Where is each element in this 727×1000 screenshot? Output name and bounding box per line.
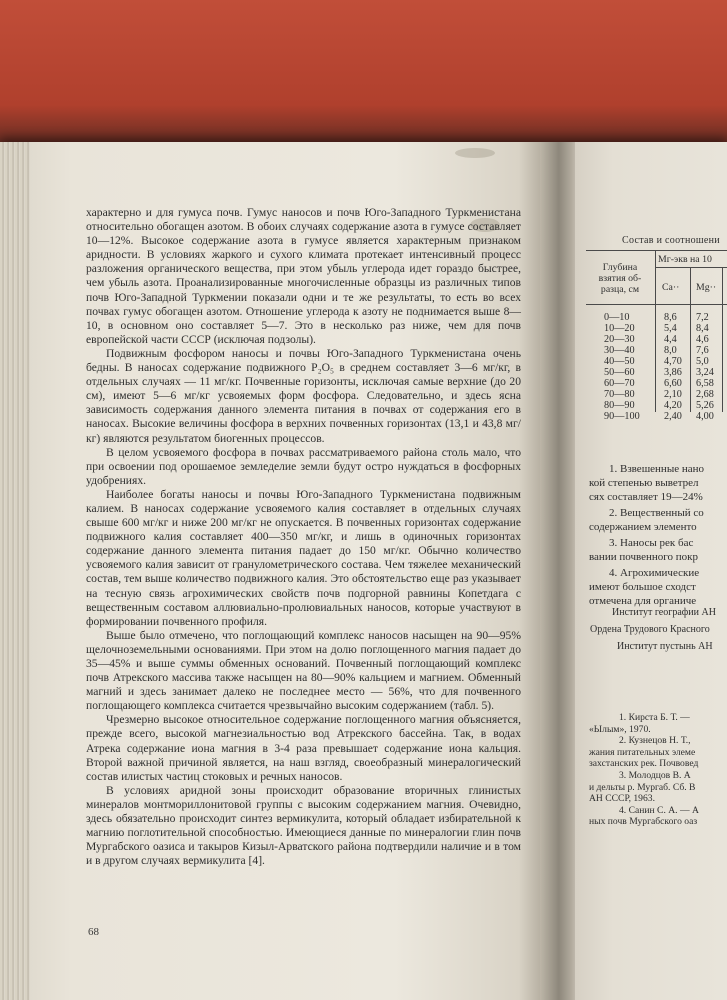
- table-cell: 6,60: [664, 378, 682, 389]
- reference-line: «Ылым», 1970.: [589, 723, 651, 735]
- paragraph: характерно и для гумуса почв. Гумус наносов и почв Юго-Западного Туркменистана относительно обогащен азотом. В обоих случаях содержание азота в гумусе составляет 10—12%. Высокое содержание азота в гумусе является характерным признаком аридности. В условиях жаркого и сухого климата протекает интенсивный процесс разложения органического вещества, при этом убыль углерода идет гораздо быстрее, чем убыль азота. Проанализированные многочисленные образцы из различных типов почв Юго-Западной Туркмении показали одни и те же результаты, то есть во всех почвах гумус обогащен азотом. Отношение углерода к азоту не поднимается выше 8—10, в основном оно составляет 5—7. Это в несколько раз ниже, чем для почв европейской части СССР (исключая подзолы).: [86, 206, 521, 346]
- conclusion-line: 1. Взвешенные нано: [609, 463, 704, 475]
- table-cell: 8,0: [664, 345, 677, 356]
- table-cell: 10—20: [604, 323, 635, 334]
- paragraph: В целом усвояемого фосфора в почвах рассматриваемого района столь мало, что при освоении под орошаемое земледелие земли будут остро нуждаться в фосфорных удобрениях.: [86, 445, 521, 487]
- conclusions-list: [589, 462, 727, 608]
- table-vrule: [690, 267, 691, 412]
- table-cell: 4,70: [664, 356, 682, 367]
- table-header-ca: Ca··: [662, 282, 680, 293]
- conclusion-line: отмечена для органиче: [589, 595, 697, 607]
- paragraph: Наиболее богаты наносы и почвы Юго-Западного Туркменистана подвижным калием. В наносах содержание усвояемого калия составляет в отдельных случаях свыше 600 мг/кг и ниже 200 мг/кг не опускается. В почвенных горизонтах содержание подвижного калия составляет 400—350 мг/кг, и лишь в одиночных горизонтах содержание данного элемента питания падает до 150 мг/кг. Обычно количество усвояемого калия зависит от гранулометрического состава. Чем тяжелее механический состав, тем выше количество подвижного калия. Это обстоятельство еще раз указывает на тесную связь агрохимических свойств почв подгорной равнины Копетдага с вещественным составом аллювиально-пролювиальных наносов, которые участвуют в формировании почвенного профиля.: [86, 487, 521, 628]
- page-number: 68: [88, 926, 99, 938]
- table-cell: 5,4: [664, 323, 677, 334]
- table-cell: 4,4: [664, 334, 677, 345]
- table-cell: 2,40: [664, 411, 682, 422]
- reference-line: 3. Молодцов В. А: [619, 769, 691, 781]
- reference-line: и дельты р. Мургаб. Сб. В: [589, 781, 696, 793]
- table-cell: 4,20: [664, 400, 682, 411]
- table-rule-header: [586, 304, 727, 305]
- paper-stain: [455, 148, 495, 158]
- table-cell: 70—80: [604, 389, 635, 400]
- conclusion-line: содержанием элементо: [589, 521, 697, 533]
- paragraph: Подвижным фосфором наносы и почвы Юго-Западного Туркменистана очень бедны. В наносах содержание подвижного P₂O₅ в среднем составляет 3—6 мг/кг, в отдельных случаях — 11 мг/кг. Почвенные горизонты, исключая самые верхние (до 20 см), имеют 5—6 мг/кг усвояемых форм фосфора. Следовательно, и здесь ясна зависимость содержания данного элемента питания в почвах от содержания его в наносах. Высокие величины фосфора в верхних почвенных горизонтах (13,1 и 43,8 мг/кг) являются результатом биогенных процессов.: [86, 346, 521, 445]
- table-cell: 4,6: [696, 334, 709, 345]
- table-cell: 5,0: [696, 356, 709, 367]
- table-depth-column: [604, 312, 640, 422]
- conclusion-line: 2. Вещественный со: [609, 507, 704, 519]
- left-page-text: [86, 206, 521, 868]
- table-vrule: [722, 267, 723, 412]
- table-cell: 30—40: [604, 345, 635, 356]
- table-cell: 5,26: [696, 400, 714, 411]
- table-header-depth: Глубина взятия об- разца, см: [598, 262, 642, 295]
- table-ca-column: [664, 312, 682, 422]
- conclusion-line: имеют большое сходст: [589, 581, 696, 593]
- table-cell: 90—100: [604, 411, 640, 422]
- conclusion-line: 3. Наносы рек бас: [609, 537, 694, 549]
- reference-line: 1. Кирста Б. Т. —: [619, 712, 690, 723]
- table-cell: 0—10: [604, 312, 630, 323]
- reference-line: жания питательных элеме: [589, 746, 696, 758]
- conclusion-line: кой степенью выветрел: [589, 477, 699, 489]
- table-header-group: Мг-экв на 10: [658, 254, 712, 265]
- table-cell: 20—30: [604, 334, 635, 345]
- table-cell: 7,2: [696, 312, 709, 323]
- background-cover: [0, 0, 727, 150]
- table-cell: 80—90: [604, 400, 635, 411]
- institution-line: Институт географии АН: [612, 607, 716, 618]
- table-cell: 8,6: [664, 312, 677, 323]
- table-cell: 3,86: [664, 367, 682, 378]
- table-vrule: [655, 250, 656, 412]
- conclusion-line: вании почвенного покр: [589, 551, 698, 563]
- institution-line: Институт пустынь АН: [617, 641, 713, 652]
- institution-line: Ордена Трудового Красного: [590, 624, 710, 635]
- table-cell: 2,68: [696, 389, 714, 400]
- table-cell: 50—60: [604, 367, 635, 378]
- table-mg-column: [696, 312, 714, 422]
- paragraph: Выше было отмечено, что поглощающий комплекс наносов насыщен на 90—95% щелочноземельными основаниями. При этом на долю поглощенного магния падает до 35—45% и выше суммы обменных оснований. Почвенный поглощающий комплекс почв Атрекского массива также насыщен на 80—90% кальцием и магнием. Обменный магний и здесь занимает далеко не последнее место — 56%, что для почвенного поглощающего комплекса считается чрезвычайно высоким содержанием (табл. 5).: [86, 628, 521, 713]
- table-title: Состав и соотношени: [622, 235, 720, 246]
- reference-line: захстанских рек. Почвовед: [589, 758, 699, 770]
- table-header-mg: Mg··: [696, 282, 717, 293]
- reference-line: 2. Кузнецов Н. Т.,: [619, 735, 691, 747]
- conclusion-line: 4. Агрохимические: [609, 567, 700, 579]
- conclusion-line: сях составляет 19—24%: [589, 491, 703, 503]
- table-cell: 3,24: [696, 367, 714, 378]
- table-cell: 2,10: [664, 389, 682, 400]
- table-cell: 60—70: [604, 378, 635, 389]
- table-cell: 8,4: [696, 323, 709, 334]
- table-cell: 40—50: [604, 356, 635, 367]
- paragraph: Чрезмерно высокое относительное содержание поглощенного магния объясняется, прежде всего, высокой магнезиальностью вод Атрекского бассейна. Так, в водах Атрека содержание иона магния в 3-4 раза превышает содержание иона кальция. Второй важной причиной является, на наш взгляд, своеобразный минералогический состав илистых частиц стоковых и речных наносов.: [86, 713, 521, 783]
- reference-line: 4. Санин С. А. — А: [619, 804, 699, 816]
- table-cell: 4,00: [696, 411, 714, 422]
- table-cell: 7,6: [696, 345, 709, 356]
- reference-line: ных почв Мургабского оаз: [589, 816, 698, 828]
- table-rule-top: [586, 250, 727, 251]
- table-cell: 6,58: [696, 378, 714, 389]
- table-rule-group: [655, 267, 727, 268]
- paragraph: В условиях аридной зоны происходит образование вторичных глинистых минералов монтмориллонитовой группы с высоким содержанием магния. Очевидно, здесь обязательно происходит синтез вермикулита, который обладает избирательной к магнию поглотительной способностью. Имеющиеся данные по минералогии глин почв Мургабского оазиса и такыров Кизыл-Арватского района подтвердили наличие и в том и в другом случаях вермикулита [4].: [86, 783, 521, 868]
- reference-line: АН СССР, 1963.: [589, 793, 655, 805]
- references-list: [589, 712, 727, 828]
